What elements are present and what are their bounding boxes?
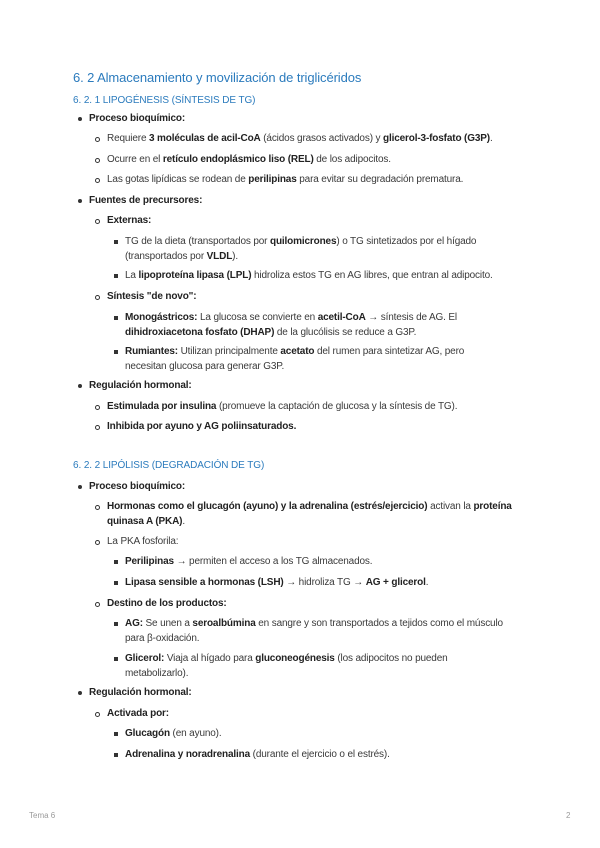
list-item-regulacion: Regulación hormonal: <box>89 687 192 698</box>
list-item: Lipasa sensible a hormonas (LSH) → hidroliza TG → AG + glicerol. <box>125 577 429 588</box>
list-item: TG de la dieta (transportados por quilomicrones) o TG sintetizados por el hígado (transportados por VLDL). <box>125 236 477 262</box>
list-item: Rumiantes: Utilizan principalmente acetato del rumen para sintetizar AG, pero necesitan glucosa para generar G3P. <box>125 346 465 372</box>
list-item: Adrenalina y noradrenalina (durante el ejercicio o el estrés). <box>125 749 390 760</box>
list-item: Inhibida por ayuno y AG poliinsaturados. <box>107 421 297 432</box>
list-item: La lipoproteína lipasa (LPL) hidroliza estos TG en AG libres, que entran al adipocito. <box>125 270 493 281</box>
list-item: AG: Se unen a seroalbúmina en sangre y son transportados a tejidos como el músculo para β-oxidación. <box>125 618 503 644</box>
list-item-fuentes: Fuentes de precursores: <box>89 195 203 206</box>
subsection-heading-lipogenesis: 6. 2. 1 LIPOGÉNESIS (SÍNTESIS DE TG) <box>73 95 256 106</box>
page-number: 2 <box>566 811 571 820</box>
list-item-regulacion: Regulación hormonal: <box>89 380 192 391</box>
footer-chapter: Tema 6 <box>29 811 56 820</box>
list-item: La PKA fosforila: <box>107 536 179 547</box>
section-title: 6. 2 Almacenamiento y movilización de triglicéridos <box>73 70 362 85</box>
list-item: Estimulada por insulina (promueve la captación de glucosa y la síntesis de TG). <box>107 401 458 412</box>
subsection-heading-lipolisis: 6. 2. 2 LIPÓLISIS (DEGRADACIÓN DE TG) <box>73 460 265 471</box>
list-item-externas: Externas: <box>107 215 152 226</box>
list-item: Las gotas lipídicas se rodean de perilipinas para evitar su degradación prematura. <box>107 174 464 185</box>
list-item: Requiere 3 moléculas de acil-CoA (ácidos grasos activados) y glicerol-3-fosfato (G3P). <box>107 133 493 144</box>
list-item: Ocurre en el retículo endoplásmico liso (REL) de los adipocitos. <box>107 154 391 165</box>
list-item-activada: Activada por: <box>107 708 169 719</box>
list-item-proceso: Proceso bioquímico: <box>89 113 186 124</box>
list-item: Hormonas como el glucagón (ayuno) y la adrenalina (estrés/ejercicio) activan la proteína quinasa A (PKA). <box>107 501 512 527</box>
list-item: Glicerol: Viaja al hígado para gluconeogénesis (los adipocitos no pueden metabolizarlo). <box>125 653 448 679</box>
list-item-destino: Destino de los productos: <box>107 598 227 609</box>
list-item-proceso: Proceso bioquímico: <box>89 481 186 492</box>
list-item: Monogástricos: La glucosa se convierte en acetil-CoA → síntesis de AG. El dihidroxiacetona fosfato (DHAP) de la glucólisis se reduce a G3P. <box>125 312 457 338</box>
list-item: Glucagón (en ayuno). <box>125 728 222 739</box>
list-item: Perilipinas → permiten el acceso a los TG almacenados. <box>125 556 373 567</box>
list-item-novo: Síntesis "de novo": <box>107 291 197 302</box>
